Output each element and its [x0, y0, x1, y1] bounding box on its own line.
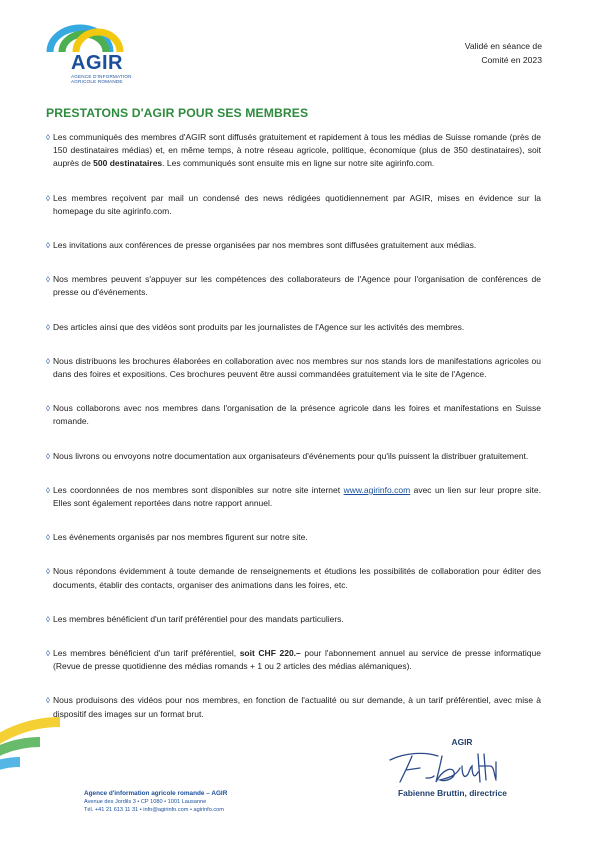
lozenge-bullet-icon: ◊: [46, 404, 50, 414]
list-item: [46, 647, 541, 673]
list-item-text: [53, 192, 541, 218]
decorative-corner-arcs: [0, 700, 90, 842]
list-item: [46, 192, 541, 218]
lozenge-bullet-icon: ◊: [46, 533, 50, 543]
validation-line-1: Validé en séance de: [464, 41, 542, 51]
list-item-text: [53, 565, 541, 591]
footer-org: Agence d'information agricole romande – AGIR: [84, 790, 228, 797]
list-item: [46, 531, 541, 544]
list-item-text: [53, 613, 541, 626]
logo-arcs-icon: [46, 22, 156, 56]
list-item: [46, 450, 541, 463]
list-item-text-part: Les membres bénéficient d'un tarif préférentiel,: [53, 648, 240, 659]
lozenge-bullet-icon: ◊: [46, 241, 50, 251]
handwritten-signature: [386, 748, 516, 786]
list-item: [46, 321, 541, 334]
signatory-name: Fabienne Bruttin, directrice: [398, 788, 507, 798]
signature-org: AGIR: [451, 737, 473, 747]
list-item-text: [53, 647, 541, 673]
list-item-text: [53, 355, 541, 381]
list-item-text-part: Les membres reçoivent par mail un condensé des news rédigées quotidiennement par AGIR, mises en évidence sur la homepage du site agirinfo.com.: [53, 192, 541, 216]
list-item-text-part: Nous collaborons avec nos membres dans l'organisation de la présence agricole dans les foires et manifestations en Suisse romande.: [53, 403, 541, 427]
list-item-text: [53, 450, 541, 463]
list-item-text-part: . Les communiqués sont ensuite mis en ligne sur notre site agirinfo.com.: [162, 158, 435, 169]
list-item-text-part: Nous produisons des vidéos pour nos membres, en fonction de l'actualité ou sur demande, à un tarif préférentiel, avec mise à dispositif des images sur un format brut.: [53, 695, 541, 719]
lozenge-bullet-icon: ◊: [46, 275, 50, 285]
list-item: [46, 565, 541, 591]
lozenge-bullet-icon: ◊: [46, 696, 50, 706]
list-item: [46, 273, 541, 299]
lozenge-bullet-icon: ◊: [46, 567, 50, 577]
website-link[interactable]: www.agirinfo.com: [343, 484, 411, 495]
list-item-text-part: Nous livrons ou envoyons notre documentation aux organisateurs d'événements pour qu'ils puissent la distribuer gratuitement.: [53, 450, 529, 461]
list-item-text-part: Les invitations aux conférences de presse organisées par nos membres sont diffusées gratuitement aux médias.: [53, 240, 477, 251]
validation-line-2: Comité en 2023: [481, 55, 542, 65]
list-item-text: [53, 321, 541, 334]
list-item: [46, 613, 541, 626]
list-item-text-part: Les événements organisés par nos membres figurent sur notre site.: [53, 532, 308, 543]
lozenge-bullet-icon: ◊: [46, 193, 50, 203]
list-item-text-part: Nous répondons évidemment à toute demande de renseignements et étudions les possibilités de collaboration pour éditer des documents, établir des contacts, organiser des animations dans les foires, etc.: [53, 566, 541, 590]
lozenge-bullet-icon: ◊: [46, 133, 50, 142]
logo-subtitle-line-2: AGRICOLE ROMANDE: [71, 79, 123, 85]
list-item-text-part: Les communiqués des membres d'AGIR sont diffusés gratuitement et rapidement à tous les médias de Suisse romande (près de 150 destinataires médias) et, en même temps, à notre réseau agricole, politique, économique (plus de 350 destinataires), soit auprès de: [53, 132, 541, 169]
lozenge-bullet-icon: ◊: [46, 485, 50, 495]
list-item-text-part: Les coordonnées de nos membres sont disponibles sur notre site internet: [53, 484, 344, 495]
list-item: [46, 484, 541, 510]
list-item-text: [53, 273, 541, 299]
list-item-text-part: Des articles ainsi que des vidéos sont produits par les journalistes de l'Agence sur les activités des membres.: [53, 321, 465, 332]
list-item-emphasis: 500 destinataires: [93, 158, 163, 169]
list-item: [46, 131, 541, 171]
validation-note: [342, 39, 542, 67]
page-title: PRESTATONS D'AGIR POUR SES MEMBRES: [46, 106, 309, 120]
lozenge-bullet-icon: ◊: [46, 356, 50, 366]
list-item-text: [53, 131, 541, 171]
list-item-text: [53, 484, 541, 510]
list-item: [46, 239, 541, 252]
list-item-text: [53, 239, 541, 252]
list-item: [46, 694, 541, 720]
list-item-text: [53, 531, 541, 544]
footer-contact: Tél. +41 21 613 11 31 • info@agirinfo.com • agirinfo.com: [84, 807, 224, 813]
logo-name: AGIR: [71, 52, 123, 74]
footer-address: Avenue des Jordils 3 • CP 1080 • 1001 Lausanne: [84, 799, 207, 805]
services-list: [46, 131, 541, 721]
list-item-text-part: pour l'abonnement annuel au service de presse informatique (Revue de presse quotidienne des médias romands + 1 ou 2 articles des médias alémaniques).: [53, 648, 541, 672]
list-item-text-part: Nos membres peuvent s'appuyer sur les compétences des collaborateurs de l'Agence pour l'organisation de conférences de presse ou d'événements.: [53, 274, 541, 298]
list-item-text-part: avec un lien sur leur propre site. Elles sont également reportées dans notre rapport annuel.: [53, 484, 541, 509]
list-item-text-part: Nous distribuons les brochures élaborées en collaboration avec nos membres sur nos stands lors de manifestations agricoles ou dans des foires et expositions. Ces brochures peuvent être aussi commandées gratuitement via le site de l'Agence.: [53, 355, 541, 380]
list-item-emphasis: soit CHF 220.–: [239, 648, 301, 659]
lozenge-bullet-icon: ◊: [46, 649, 50, 659]
list-item-text: [53, 694, 541, 720]
agir-logo: [46, 22, 156, 88]
list-item-text-part: Les membres bénéficient d'un tarif préférentiel pour des mandats particuliers.: [53, 613, 344, 624]
logo-subtitle: [71, 74, 161, 85]
lozenge-bullet-icon: ◊: [46, 451, 50, 461]
lozenge-bullet-icon: ◊: [46, 614, 50, 624]
logo-subtitle-line-1: AGENCE D'INFORMATION: [71, 74, 132, 79]
footer: [84, 789, 227, 814]
list-item-text: [53, 402, 541, 428]
lozenge-bullet-icon: ◊: [46, 322, 50, 332]
list-item: [46, 355, 541, 381]
list-item: [46, 402, 541, 428]
